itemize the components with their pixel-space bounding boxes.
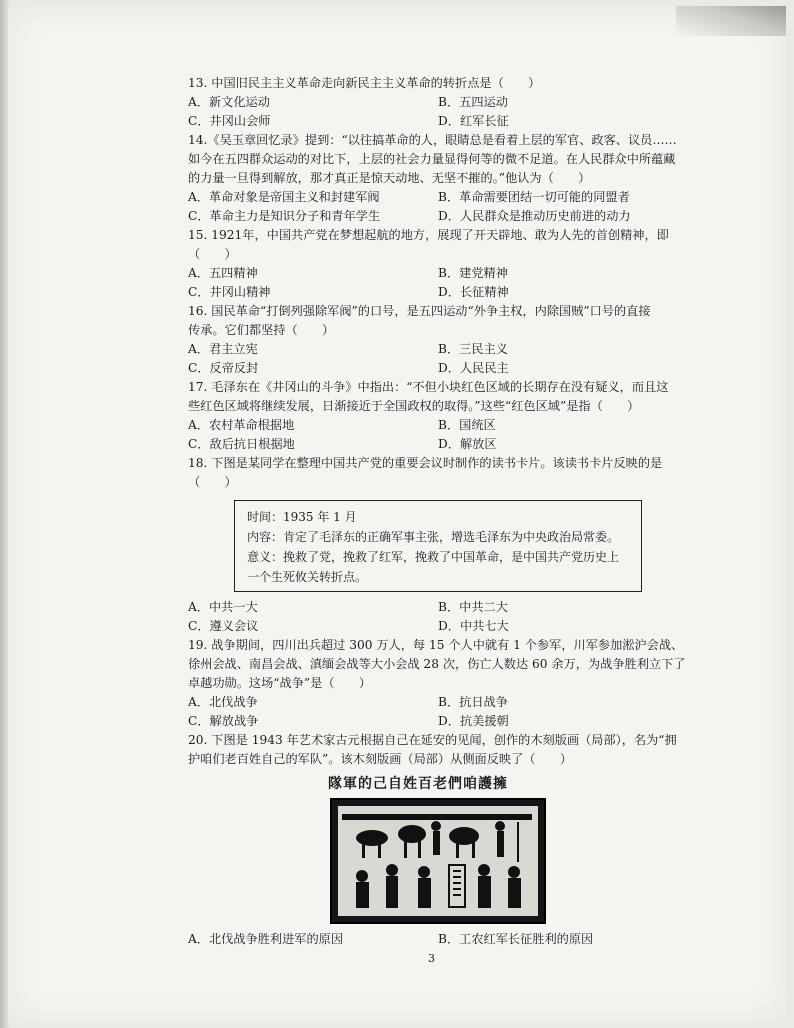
option-b: B．工农红军长征胜利的原因	[438, 932, 594, 946]
question-19	[188, 636, 688, 731]
option-b: B．建党精神	[438, 266, 508, 280]
option-b: B．国统区	[438, 418, 496, 432]
option-a: A．五四精神	[188, 266, 258, 280]
option-c: C．遵义会议	[188, 619, 259, 633]
option-b: B．革命需要团结一切可能的同盟者	[438, 190, 630, 204]
question-stem: 如今在五四群众运动的对比下，上层的社会力量显得何等的微不足道。在人民群众中所蕴藏	[188, 152, 676, 166]
option-a: A．中共一大	[188, 600, 258, 614]
card-line: 意义：挽救了党，挽救了红军，挽救了中国革命，是中国共产党历史上	[247, 550, 620, 564]
option-a: A．北伐战争	[188, 695, 258, 709]
question-stem: 19. 战争期间，四川出兵超过 300 万人，每 15 个人中就有 1 个参军，川军参加淞沪会战、	[188, 638, 684, 652]
question-stem: 的力量一旦得到解放，那才真正是惊天动地、无坚不摧的。”他认为（ ）	[188, 171, 591, 185]
question-stem: 16. 国民革命“打倒列强除军阀”的口号，是五四运动“外争主权，内除国贼”口号的直接	[188, 304, 651, 318]
woodcut-title: 隊軍的己自姓百老們咱護擁	[328, 776, 508, 792]
woodcut-illustration	[332, 800, 544, 922]
option-d: D．中共七大	[438, 619, 509, 633]
question-16	[188, 302, 688, 378]
option-d: D．长征精神	[438, 285, 509, 299]
question-20	[188, 731, 688, 949]
option-d: D．人民民主	[438, 361, 509, 375]
question-stem: 15. 1921年，中国共产党在梦想起航的地方，展现了开天辟地、敢为人先的首创精神，即	[188, 228, 669, 242]
question-stem: 徐州会战、南昌会战、滇缅会战等大小会战 28 次，伤亡人数达 60 余万，为战争胜利立下了	[188, 657, 686, 671]
question-stem: 护咱们老百姓自己的军队”。该木刻版画（局部）从侧面反映了（ ）	[188, 752, 573, 766]
question-17	[188, 378, 688, 454]
question-13	[188, 74, 688, 131]
option-c: C．井冈山会师	[188, 114, 271, 128]
question-stem: 13. 中国旧民主主义革命走向新民主主义革命的转折点是（ ）	[188, 76, 541, 90]
option-c: C．反帝反封	[188, 361, 259, 375]
option-b: B．五四运动	[438, 95, 508, 109]
question-stem: 20. 下图是 1943 年艺术家古元根据自己在延安的见闻，创作的木刻版画（局部），名为“拥	[188, 733, 677, 747]
scan-corner-shadow	[676, 6, 786, 36]
option-d: D．抗美援朝	[438, 714, 509, 728]
option-a: A．北伐战争胜利进军的原因	[188, 932, 344, 946]
question-stem: 17. 毛泽东在《井冈山的斗争》中指出：“不但小块红色区域的长期存在没有疑义，而且这	[188, 380, 669, 394]
option-c: C．解放战争	[188, 714, 259, 728]
question-stem: 14.《吴玉章回忆录》提到：“以往搞革命的人，眼睛总是看着上层的军官、政客、议员……	[188, 133, 677, 147]
question-14	[188, 131, 688, 226]
question-stem: （ ）	[188, 475, 237, 489]
card-line: 一个生死攸关转折点。	[247, 570, 368, 584]
question-stem: 些红色区域将继续发展，日渐接近于全国政权的取得。”这些“红色区域”是指（ ）	[188, 399, 640, 413]
option-b: B．三民主义	[438, 342, 508, 356]
page-number: 3	[428, 952, 435, 965]
option-a: A．君主立宪	[188, 342, 258, 356]
option-b: B．抗日战争	[438, 695, 508, 709]
option-d: D．红军长征	[438, 114, 509, 128]
question-15	[188, 226, 688, 302]
option-c: C．革命主力是知识分子和青年学生	[188, 209, 381, 223]
card-line: 内容：肯定了毛泽东的正确军事主张，增选毛泽东为中央政治局常委。	[247, 530, 620, 544]
reading-card	[234, 500, 642, 592]
question-stem: （ ）	[188, 247, 237, 261]
question-stem: 卓越功勋。这场“战争”是（ ）	[188, 676, 372, 690]
option-b: B．中共二大	[438, 600, 508, 614]
option-a: A．农村革命根据地	[188, 418, 295, 432]
option-c: C．井冈山精神	[188, 285, 271, 299]
question-stem: 传承。它们都坚持（ ）	[188, 323, 335, 337]
question-stem: 18. 下图是某同学在整理中国共产党的重要会议时制作的读书卡片。该读书卡片反映的是	[188, 456, 663, 470]
questions-area	[188, 74, 688, 949]
card-line: 时间：1935 年 1 月	[247, 510, 357, 524]
question-18	[188, 454, 688, 636]
option-d: D．人民群众是推动历史前进的动力	[438, 209, 631, 223]
option-a: A．新文化运动	[188, 95, 270, 109]
woodcut-image	[330, 798, 546, 924]
option-c: C．敌后抗日根据地	[188, 437, 295, 451]
option-d: D．解放区	[438, 437, 497, 451]
option-a: A．革命对象是帝国主义和封建军阀	[188, 190, 380, 204]
